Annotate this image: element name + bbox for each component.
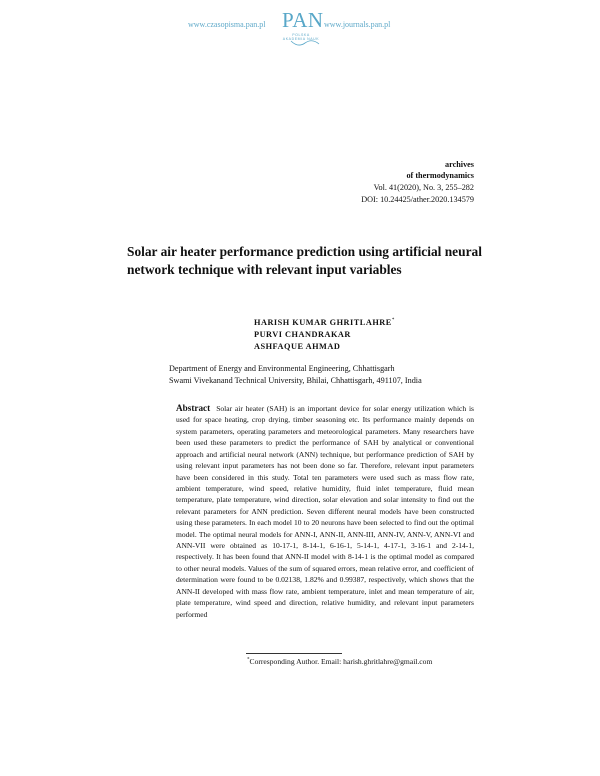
header-link-journals[interactable]: www.journals.pan.pl <box>324 20 391 29</box>
footnote-rule <box>246 653 342 654</box>
author-1 <box>254 318 395 327</box>
paper-title: Solar air heater performance prediction using artificial neural network technique with relevant input variables <box>127 244 482 277</box>
journal-name-line2: of thermodynamics <box>406 171 474 180</box>
author-3 <box>254 342 340 351</box>
journal-name-line1: archives <box>445 160 474 169</box>
footnote-mark: * <box>247 657 250 663</box>
affiliation-line2: Swami Vivekanand Technical University, Bhilai, Chhattisgarh, 491107, India <box>169 376 422 385</box>
pan-logo-subtext: POLSKA AKADEMIA NAUK <box>282 33 320 41</box>
journal-volume: Vol. 41(2020), No. 3, 255–282 <box>373 183 474 192</box>
author-name: HARISH KUMAR GHRITLAHRE <box>254 318 392 327</box>
pan-logo-swoosh-icon <box>290 38 320 48</box>
author-name: PURVI CHANDRAKAR <box>254 330 351 339</box>
pan-logo: PAN <box>282 8 324 32</box>
abstract-text: Solar air heater (SAH) is an important device for solar energy utilization which is used for space heating, crop drying, timber seasoning etc. Its performance mainly depends on system parameters, operating parameters and meteorological parameters. Many researchers have been used these parameters to predict the performance of SAH by analytical or conventional approach and artificial neural network (ANN) technique, but performance prediction of SAH by using relevant input parameters has not been done so far. Therefore, relevant input parameters have been considered in this study. Total ten parameters were used such as mass flow rate, ambient temperature, wind speed, relative humidity, fluid inlet temperature, fluid mean temperature, plate temperature, wind direction, solar elevation and solar intensity to find out the relevant parameters for ANN prediction. Seven different neural models have been constructed using these parameters. In each model 10 to 20 neurons have been selected to find out the optimal model. The optimal neural models for ANN-I, ANN-II, ANN-III, ANN-IV, ANN-V, ANN-VI and ANN-VII were obtained as 10-17-1, 8-14-1, 6-16-1, 5-14-1, 4-17-1, 3-16-1 and 2-14-1, respectively. It has been found that ANN-II model with 8-14-1 is the optimal model as compared to other neural models. Values of the sum of squared errors, mean relative error, and coefficient of determination were found to be 0.02138, 1.82% and 0.99387, respectively, which shows that the ANN-II developed with mass flow rate, ambient temperature, inlet and mean temperature of air, plate temperature, wind speed and direction, relative humidity, and relevant input parameters performed <box>176 404 474 619</box>
author-2 <box>254 330 351 339</box>
abstract-heading: Abstract <box>176 403 211 413</box>
footnote <box>247 657 432 666</box>
footnote-text: Corresponding Author. Email: harish.ghritlahre@gmail.com <box>249 657 433 666</box>
header-link-czasopisma[interactable]: www.czasopisma.pan.pl <box>188 20 266 29</box>
affiliation-line1: Department of Energy and Environmental Engineering, Chhattisgarh <box>169 364 395 373</box>
author-name: ASHFAQUE AHMAD <box>254 342 341 351</box>
abstract <box>176 403 474 620</box>
journal-doi[interactable]: DOI: 10.24425/ather.2020.134579 <box>361 195 474 204</box>
corresponding-mark: * <box>391 318 395 324</box>
